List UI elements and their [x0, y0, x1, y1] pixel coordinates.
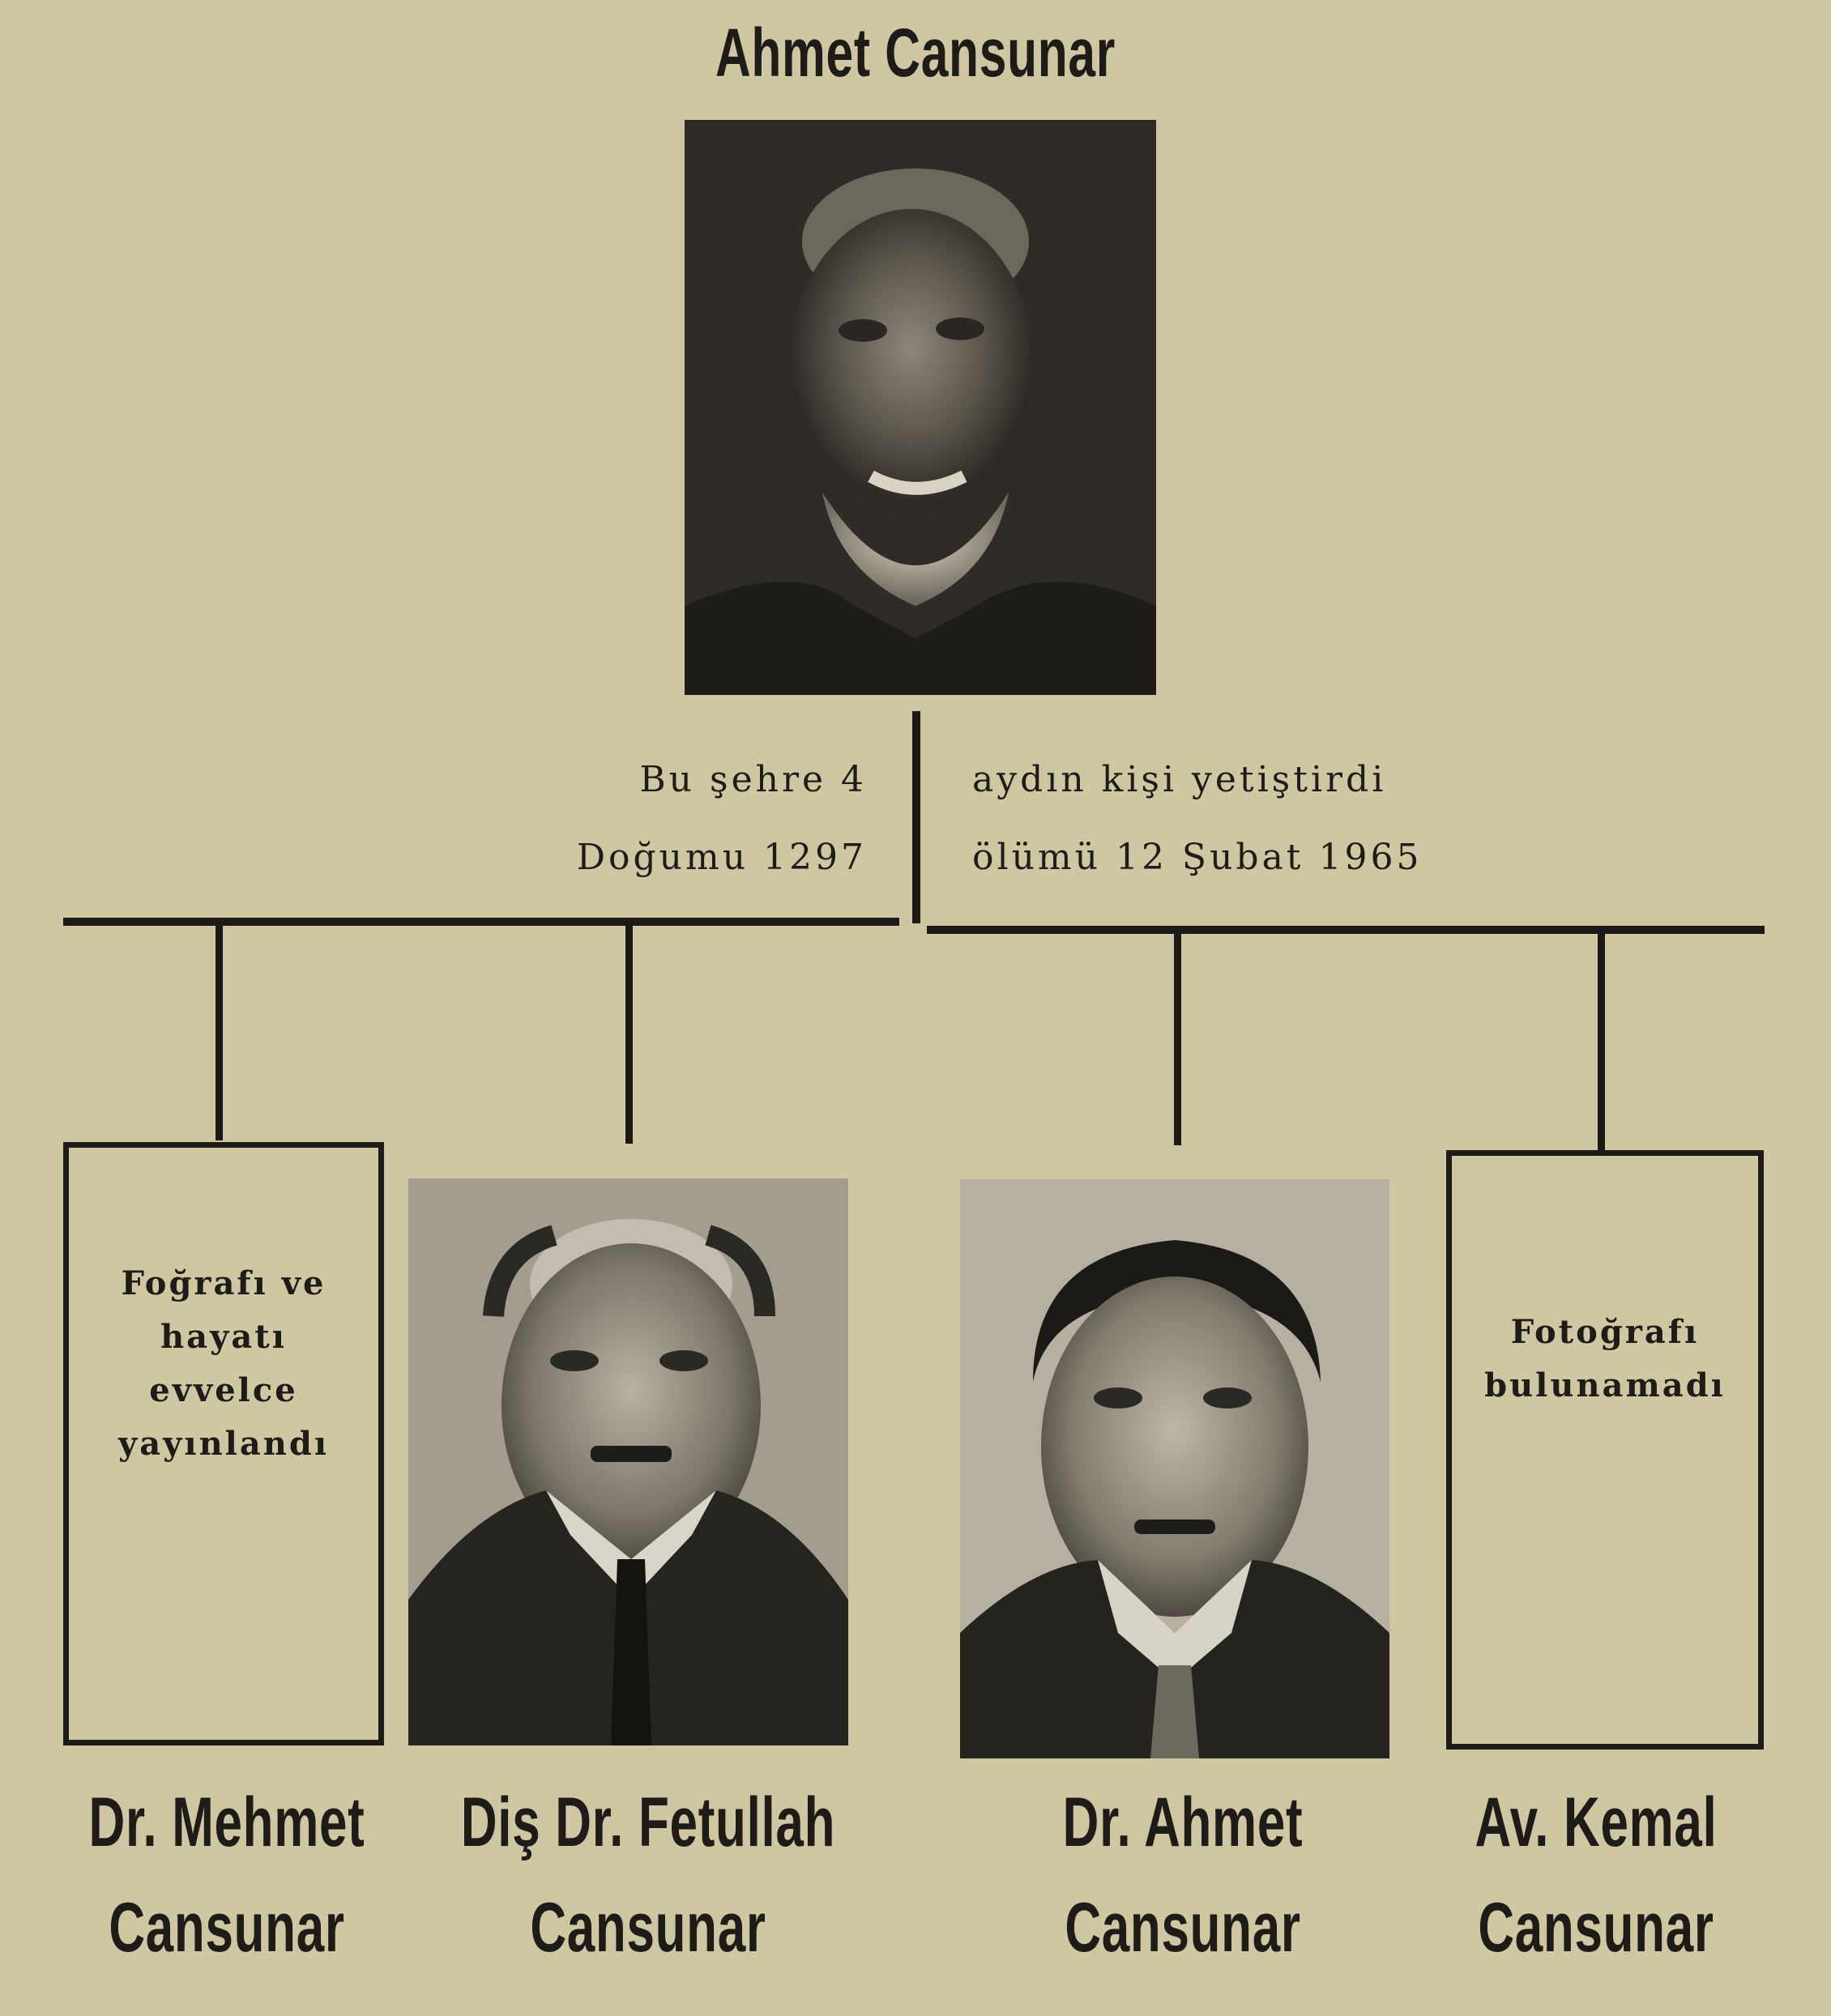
child-4-name-line1: Av. Kemal [1475, 1784, 1718, 1861]
child-3-name-line2: Cansunar [1065, 1889, 1301, 1967]
child-4-placeholder-line1: Fotoğrafı [1510, 1313, 1700, 1351]
child-2-connector [625, 923, 633, 1144]
patriarch-connector-line [912, 711, 920, 923]
child-2-name-line2: Cansunar [530, 1889, 766, 1967]
child-4-connector [1598, 931, 1605, 1150]
horizontal-connector-left [63, 918, 899, 926]
child-1-name-line2: Cansunar [109, 1889, 345, 1967]
child-1-placeholder-line2: hayatı [160, 1318, 287, 1356]
child-1-placeholder-line1: Foğrafı ve [121, 1264, 327, 1302]
child-4-name [1450, 1770, 1742, 1980]
horizontal-connector-right [927, 926, 1765, 934]
child-4-name-line2: Cansunar [1478, 1889, 1714, 1967]
info-right [972, 757, 1499, 880]
child-1-placeholder-frame [63, 1142, 384, 1745]
child-3-portrait-image [960, 1179, 1389, 1758]
child-2-photo [408, 1178, 848, 1745]
child-4-placeholder-line2: bulunamadı [1484, 1366, 1726, 1404]
patriarch-photo [685, 120, 1156, 695]
child-2-name [450, 1770, 847, 1980]
child-3-photo [960, 1179, 1389, 1758]
child-1-connector [216, 923, 223, 1140]
info-right-line2: ölümü 12 Şubat 1965 [972, 837, 1423, 878]
child-2-portrait-image [408, 1178, 848, 1745]
patriarch-name: Ahmet Cansunar [715, 15, 1116, 91]
child-1-placeholder-line4: yayınlandı [117, 1425, 330, 1463]
info-left-line2: Doğumu 1297 [576, 837, 867, 878]
child-3-name-line1: Dr. Ahmet [1062, 1784, 1304, 1861]
child-3-name [1037, 1770, 1329, 1980]
info-right-line1: aydın kişi yetiştirdi [972, 759, 1387, 800]
child-4-placeholder-frame [1446, 1150, 1764, 1750]
child-3-connector [1174, 931, 1181, 1145]
child-1-placeholder-line3: evvelce [149, 1371, 298, 1409]
patriarch-portrait-image [685, 120, 1156, 695]
child-2-name-line1: Diş Dr. Fetullah [460, 1784, 836, 1861]
child-1-placeholder-text [69, 1257, 378, 1471]
child-1-name-line1: Dr. Mehmet [88, 1784, 365, 1861]
info-left-line1: Bu şehre 4 [639, 759, 867, 800]
child-4-placeholder-text [1452, 1306, 1758, 1413]
info-left [486, 757, 867, 880]
child-1-name [81, 1770, 373, 1980]
